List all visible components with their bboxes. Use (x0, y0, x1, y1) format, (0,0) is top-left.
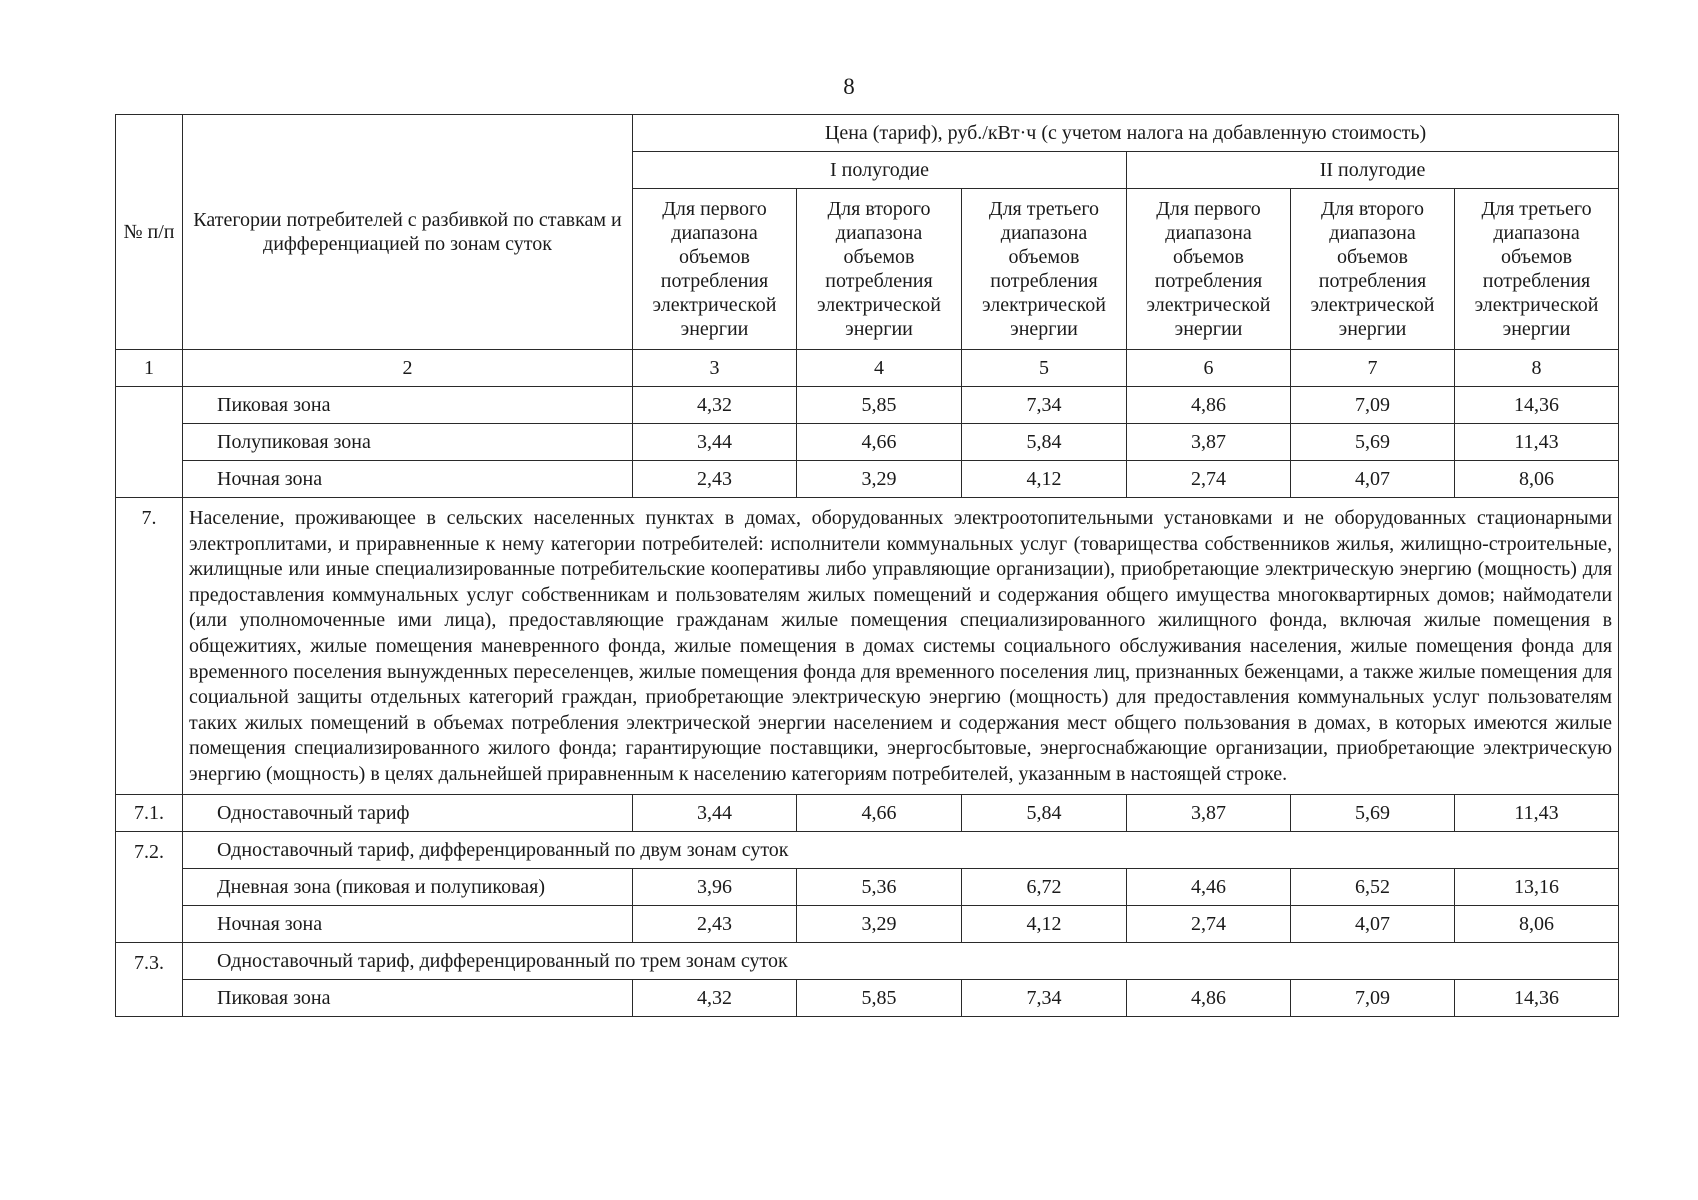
table-row (116, 461, 1619, 498)
value-cell: 2,74 (1127, 461, 1291, 498)
tariff-table (115, 114, 1619, 1017)
value-cell: 5,84 (962, 424, 1127, 461)
row-number: 7. (116, 498, 183, 795)
num-cell-empty (116, 387, 183, 498)
value-cell: 5,69 (1291, 794, 1455, 831)
col-number: 5 (962, 350, 1127, 387)
value-cell: 2,74 (1127, 905, 1291, 942)
col-number: 1 (116, 350, 183, 387)
value-cell: 5,85 (797, 387, 962, 424)
half2-header: II полугодие (1127, 152, 1619, 189)
half1-header: I полугодие (633, 152, 1127, 189)
value-cell: 4,32 (633, 387, 797, 424)
value-cell: 3,29 (797, 905, 962, 942)
category-cell: Пиковая зона (183, 979, 633, 1016)
value-cell: 3,87 (1127, 794, 1291, 831)
range-header: Для первого диапазона объемов потребления электрической энергии (633, 189, 797, 350)
table-row (116, 942, 1619, 979)
col-number: 4 (797, 350, 962, 387)
value-cell: 13,16 (1455, 868, 1619, 905)
num-header: № п/п (116, 115, 183, 350)
col-number: 3 (633, 350, 797, 387)
value-cell: 7,34 (962, 387, 1127, 424)
category-cell: Ночная зона (183, 461, 633, 498)
value-cell: 2,43 (633, 461, 797, 498)
row-number: 7.2. (116, 831, 183, 942)
col-number: 8 (1455, 350, 1619, 387)
price-header: Цена (тариф), руб./кВт·ч (с учетом налога на добавленную стоимость) (633, 115, 1619, 152)
value-cell: 4,66 (797, 424, 962, 461)
value-cell: 14,36 (1455, 387, 1619, 424)
value-cell: 4,86 (1127, 979, 1291, 1016)
value-cell: 8,06 (1455, 905, 1619, 942)
section-7-row (116, 498, 1619, 795)
col-number: 6 (1127, 350, 1291, 387)
value-cell: 5,36 (797, 868, 962, 905)
range-header: Для второго диапазона объемов потребления электрической энергии (797, 189, 962, 350)
page-number: 8 (843, 74, 855, 99)
range-header: Для второго диапазона объемов потребления электрической энергии (1291, 189, 1455, 350)
table-row (116, 905, 1619, 942)
subsection-heading: Одноставочный тариф, дифференцированный по двум зонам суток (183, 831, 1619, 868)
value-cell: 3,29 (797, 461, 962, 498)
value-cell: 7,09 (1291, 387, 1455, 424)
value-cell: 4,86 (1127, 387, 1291, 424)
value-cell: 4,46 (1127, 868, 1291, 905)
value-cell: 5,85 (797, 979, 962, 1016)
value-cell: 3,44 (633, 424, 797, 461)
value-cell: 5,84 (962, 794, 1127, 831)
value-cell: 4,32 (633, 979, 797, 1016)
category-cell: Ночная зона (183, 905, 633, 942)
value-cell: 2,43 (633, 905, 797, 942)
value-cell: 3,44 (633, 794, 797, 831)
value-cell: 7,34 (962, 979, 1127, 1016)
category-header: Категории потребителей с разбивкой по ставкам и дифференциацией по зонам суток (183, 115, 633, 350)
col-number: 2 (183, 350, 633, 387)
table-row (116, 424, 1619, 461)
value-cell: 14,36 (1455, 979, 1619, 1016)
value-cell: 3,96 (633, 868, 797, 905)
range-header: Для третьего диапазона объемов потребления электрической энергии (962, 189, 1127, 350)
row-number: 7.1. (116, 794, 183, 831)
col-number: 7 (1291, 350, 1455, 387)
category-cell: Полупиковая зона (183, 424, 633, 461)
row-number: 7.3. (116, 942, 183, 1016)
table-row (116, 831, 1619, 868)
value-cell: 11,43 (1455, 424, 1619, 461)
range-header: Для первого диапазона объемов потребления электрической энергии (1127, 189, 1291, 350)
value-cell: 6,72 (962, 868, 1127, 905)
value-cell: 4,66 (797, 794, 962, 831)
value-cell: 8,06 (1455, 461, 1619, 498)
table-row (116, 868, 1619, 905)
value-cell: 11,43 (1455, 794, 1619, 831)
value-cell: 6,52 (1291, 868, 1455, 905)
value-cell: 5,69 (1291, 424, 1455, 461)
section-7-description: Население, проживающее в сельских населенных пунктах в домах, оборудованных электроотопительными установками и не оборудованных стационарными электроплитами, и приравненные к нему категории потребителей: исполнители коммунальных услуг (товарищества собственников жилья, жилищно-строительные, жилищные или иные специализированные потребительские кооперативы либо управляющие организации), приобретающие электрическую энергию (мощность) для предоставления коммунальных услуг собственникам и пользователям жилых помещений и содержания общего имущества многоквартирных домов; наймодатели (или уполномоченные ими лица), предоставляющие гражданам жилые помещения специализированного жилищного фонда, включая жилые помещения в общежитиях, жилые помещения маневренного фонда, жилые помещения в домах системы социального обслуживания населения, жилые помещения фонда для временного поселения вынужденных переселенцев, жилые помещения фонда для временного поселения лиц, признанных беженцами, а также жилые помещения для социальной защиты отдельных категорий граждан, приобретающие электрическую энергию (мощность) для предоставления коммунальных услуг пользователям таких жилых помещений в объемах потребления электрической энергии населением и содержания мест общего пользования в домах, в которых имеются жилые помещения специализированного жилого фонда; гарантирующие поставщики, энергосбытовые, энергоснабжающие организации, приобретающие электрическую энергию (мощность) в целях дальнейшей приравненным к населению категориям потребителей, указанным в настоящей строке. (183, 498, 1619, 795)
table-row (116, 979, 1619, 1016)
value-cell: 4,12 (962, 461, 1127, 498)
value-cell: 4,07 (1291, 461, 1455, 498)
table-row (116, 794, 1619, 831)
table-row (116, 387, 1619, 424)
category-cell: Одноставочный тариф (183, 794, 633, 831)
value-cell: 4,07 (1291, 905, 1455, 942)
subsection-heading: Одноставочный тариф, дифференцированный по трем зонам суток (183, 942, 1619, 979)
value-cell: 7,09 (1291, 979, 1455, 1016)
category-cell: Дневная зона (пиковая и полупиковая) (183, 868, 633, 905)
value-cell: 3,87 (1127, 424, 1291, 461)
category-cell: Пиковая зона (183, 387, 633, 424)
value-cell: 4,12 (962, 905, 1127, 942)
range-header: Для третьего диапазона объемов потребления электрической энергии (1455, 189, 1619, 350)
